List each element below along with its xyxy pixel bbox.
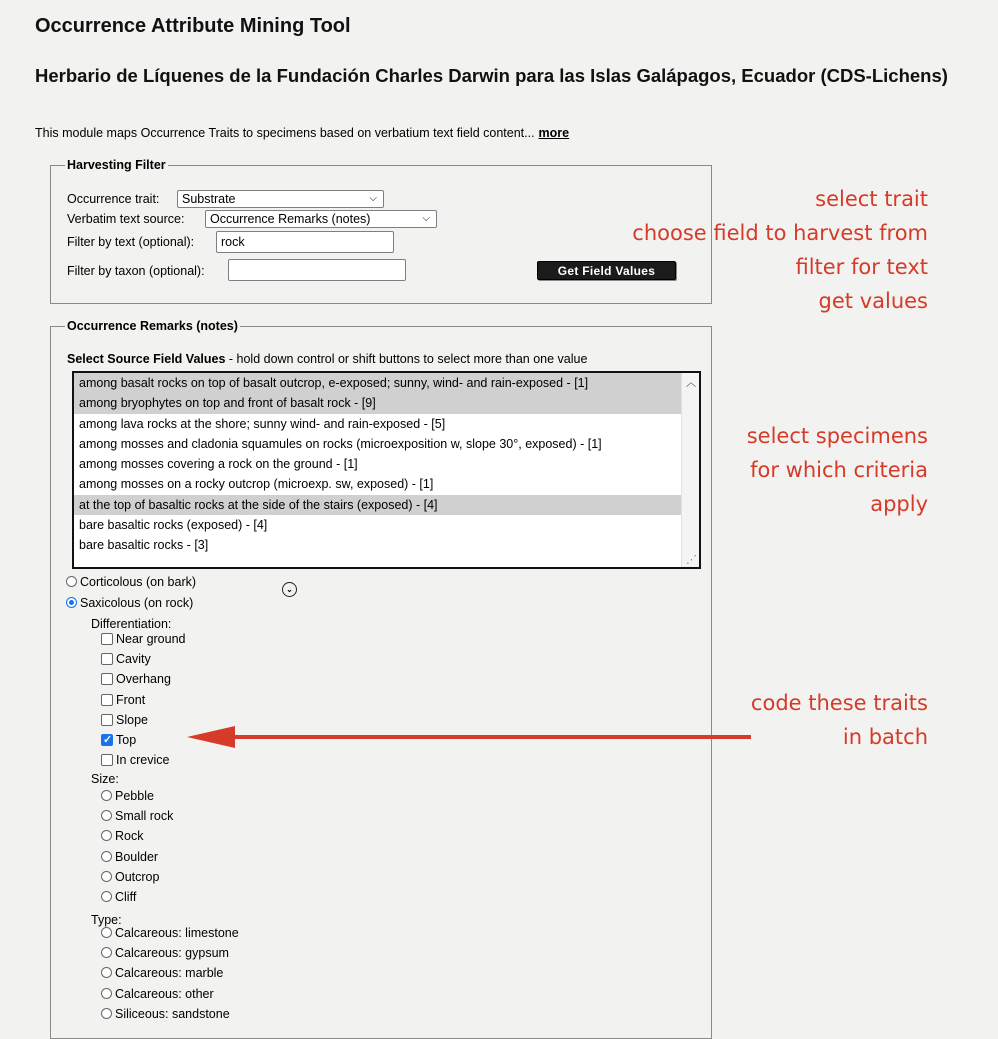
select-source-hint: - hold down control or shift buttons to select more than one value [225, 352, 588, 366]
checkbox[interactable] [101, 754, 113, 766]
listbox-option[interactable]: among lava rocks at the shore; sunny wind- and rain-exposed - [5] [79, 416, 446, 431]
chevron-down-icon: ⌵ [422, 213, 430, 224]
size-option-label: Outcrop [115, 869, 160, 884]
size-option[interactable] [101, 869, 159, 885]
arrow-head [187, 726, 235, 748]
trait-label: Occurrence trait: [67, 192, 160, 206]
annotation-line: filter for text [795, 255, 928, 279]
annotation-line: select trait [815, 187, 928, 211]
differentiation-option-label: Near ground [116, 632, 186, 646]
select-source-heading [67, 352, 587, 366]
taxon-filter-input[interactable] [228, 259, 406, 281]
chevron-down-icon: ⌵ [369, 193, 377, 204]
state-radio-corticolous[interactable] [66, 574, 196, 590]
expand-chevron-icon[interactable]: ⌄ [282, 582, 297, 597]
differentiation-option-label: Overhang [116, 672, 171, 687]
listbox-option[interactable]: among bryophytes on top and front of basalt rock - [9] [74, 393, 699, 413]
size-option-label: Rock [115, 829, 144, 844]
type-option-label: Calcareous: limestone [115, 926, 239, 940]
radio-label: Corticolous (on bark) [80, 575, 197, 589]
state-radio-saxicolous[interactable] [66, 595, 193, 611]
radio-button[interactable] [101, 810, 112, 821]
radio-button[interactable] [101, 927, 112, 938]
type-label: Type: [91, 913, 122, 927]
checkbox[interactable] [101, 633, 113, 645]
source-label: Verbatim text source: [67, 212, 185, 226]
size-label: Size: [91, 772, 119, 786]
type-option[interactable] [101, 965, 223, 981]
source-select[interactable] [205, 210, 437, 228]
annotation-harvest [632, 182, 928, 318]
source-select-value: Occurrence Remarks (notes) [210, 212, 371, 226]
differentiation-option[interactable] [101, 732, 136, 748]
differentiation-option[interactable] [101, 651, 151, 667]
listbox-option[interactable]: at the top of basaltic rocks at the side of the stairs (exposed) - [4] [74, 495, 699, 515]
radio-button[interactable] [66, 597, 77, 608]
size-option-label: Boulder [115, 849, 159, 864]
differentiation-option[interactable] [101, 692, 145, 708]
listbox-option[interactable]: bare basaltic rocks - [3] [79, 538, 209, 553]
harvesting-filter-legend: Harvesting Filter [67, 158, 166, 172]
radio-button[interactable] [101, 1008, 112, 1019]
differentiation-option[interactable] [101, 752, 170, 768]
checkbox[interactable] [101, 734, 113, 746]
listbox-option[interactable]: among mosses and cladonia squamules on rocks (microexposition w, slope 30°, exposed) - [1] [79, 436, 602, 451]
listbox-option[interactable]: among mosses on a rocky outcrop (microexp. sw, exposed) - [1] [79, 477, 434, 492]
annotation-arrow [185, 725, 755, 749]
size-option-label: Pebble [115, 789, 154, 803]
differentiation-option-label: Slope [116, 712, 148, 727]
annotation-line: choose field to harvest from [632, 221, 928, 245]
radio-button[interactable] [101, 967, 112, 978]
radio-button[interactable] [101, 988, 112, 999]
type-option[interactable] [101, 1006, 230, 1022]
type-option-label: Siliceous: sandstone [115, 1006, 230, 1021]
size-option[interactable] [101, 788, 154, 804]
trait-select[interactable] [177, 190, 384, 208]
differentiation-option-label: Front [116, 692, 146, 707]
text-filter-input[interactable]: rock [216, 231, 394, 253]
trait-select-value: Substrate [182, 192, 236, 206]
module-description [35, 126, 569, 140]
differentiation-option[interactable] [101, 671, 171, 687]
size-option[interactable] [101, 849, 158, 865]
size-option[interactable] [101, 828, 143, 844]
differentiation-label: Differentiation: [91, 617, 172, 631]
checkbox[interactable] [101, 673, 113, 685]
select-source-title: Select Source Field Values [67, 352, 226, 366]
size-option[interactable] [101, 808, 173, 824]
annotation-line: for which criteria [750, 458, 928, 482]
more-link[interactable]: more [538, 126, 570, 140]
get-field-values-button[interactable]: Get Field Values [537, 261, 676, 280]
checkbox[interactable] [101, 714, 113, 726]
differentiation-option[interactable] [101, 631, 186, 647]
differentiation-option-label: In crevice [116, 753, 170, 768]
radio-button[interactable] [101, 790, 112, 801]
differentiation-option[interactable] [101, 712, 148, 728]
occurrence-remarks-legend: Occurrence Remarks (notes) [67, 319, 238, 333]
type-option[interactable] [101, 945, 229, 961]
chevron-up-icon[interactable]: ︿ [686, 378, 696, 389]
annotation-batch-code [751, 686, 928, 754]
collection-title: Herbario de Líquenes de la Fundación Charles Darwin para las Islas Galápagos, Ecuador (CDS-Lichens) [35, 65, 948, 86]
type-option-label: Calcareous: gypsum [115, 946, 229, 961]
type-option[interactable] [101, 925, 239, 941]
type-option-label: Calcareous: marble [115, 966, 224, 981]
type-option-label: Calcareous: other [115, 986, 214, 1001]
radio-button[interactable] [101, 830, 112, 841]
annotation-select-specimens [747, 419, 928, 521]
differentiation-option-label: Top [116, 733, 137, 747]
resize-grip-icon[interactable]: ⋰ [686, 554, 697, 566]
annotation-line: get values [818, 289, 928, 313]
type-option[interactable] [101, 986, 214, 1002]
listbox-option[interactable]: bare basaltic rocks (exposed) - [4] [79, 518, 268, 533]
listbox-option[interactable]: among mosses covering a rock on the ground - [1] [79, 457, 358, 472]
differentiation-option-label: Cavity [116, 652, 151, 667]
checkbox[interactable] [101, 694, 113, 706]
radio-button[interactable] [101, 947, 112, 958]
page-title: Occurrence Attribute Mining Tool [35, 15, 351, 37]
listbox-option[interactable]: among basalt rocks on top of basalt outcrop, e-exposed; sunny, wind- and rain-exposed - [1] [74, 373, 699, 393]
size-option-label: Cliff [115, 890, 137, 904]
annotation-line: apply [870, 492, 928, 516]
taxon-filter-label: Filter by taxon (optional): [67, 264, 205, 278]
radio-button[interactable] [101, 871, 112, 882]
size-option[interactable] [101, 889, 136, 905]
annotation-line: in batch [842, 725, 928, 749]
radio-button[interactable] [101, 891, 112, 902]
text-filter-label: Filter by text (optional): [67, 235, 195, 249]
listbox-scrollbar[interactable] [681, 373, 699, 567]
radio-label: Saxicolous (on rock) [80, 596, 194, 610]
radio-button[interactable] [101, 851, 112, 862]
checkbox[interactable] [101, 653, 113, 665]
annotation-line: code these traits [750, 691, 928, 715]
annotation-line: select specimens [746, 424, 928, 448]
radio-button[interactable] [66, 576, 77, 587]
source-values-listbox[interactable] [72, 371, 701, 569]
size-option-label: Small rock [115, 809, 174, 824]
description-text: This module maps Occurrence Traits to specimens based on verbatium text field content... [35, 126, 535, 140]
